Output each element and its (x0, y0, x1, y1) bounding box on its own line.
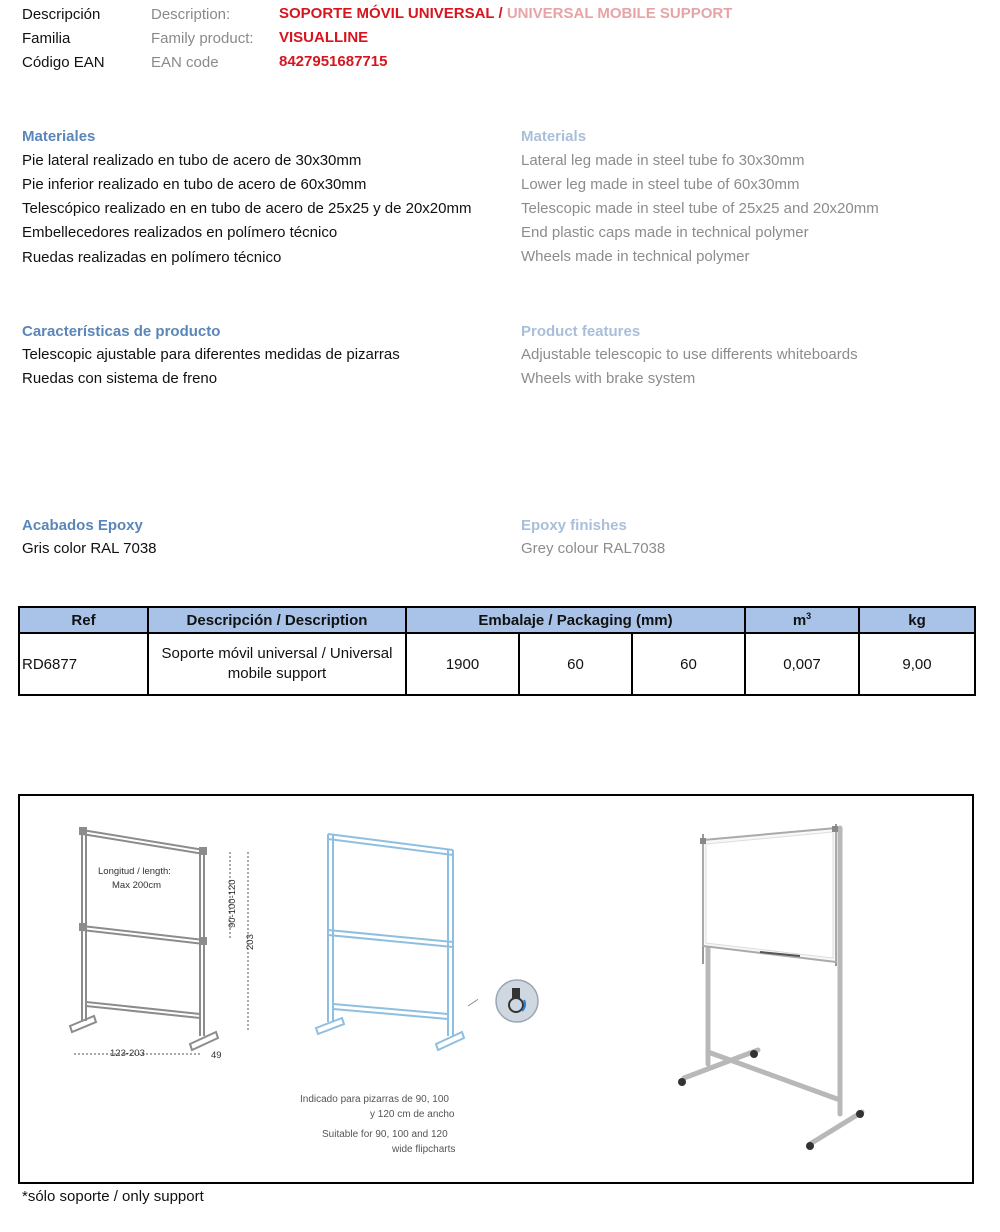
dim-height-total: 203 (245, 934, 256, 950)
materials-line-es: Pie inferior realizado en tubo de acero de 60x30mm (22, 176, 367, 193)
features-title-es: Características de producto (22, 323, 221, 340)
cell-pack-height: 60 (632, 633, 745, 695)
description-label-en: Description: (151, 6, 231, 23)
ean-label: Código EAN (22, 54, 105, 71)
description-label: Descripción (22, 6, 101, 23)
family-label: Familia (22, 30, 71, 47)
header-packaging: Embalaje / Packaging (mm) (406, 607, 745, 633)
header-description: Descripción / Description (148, 607, 406, 633)
header-kg: kg (859, 607, 975, 633)
features-line-en: Wheels with brake system (521, 370, 696, 387)
family-label-en: Family product: (151, 30, 254, 47)
cell-pack-width: 60 (519, 633, 632, 695)
header-m3 (745, 607, 859, 633)
finishes-line-en: Grey colour RAL7038 (521, 540, 666, 557)
description-value-es: SOPORTE MÓVIL UNIVERSAL / (279, 5, 503, 22)
caption-es-1: Indicado para pizarras de 90, 100 (300, 1094, 449, 1105)
table-header-row (19, 607, 975, 633)
dim-depth: 49 (211, 1050, 222, 1061)
caption-en-2: wide flipcharts (392, 1144, 456, 1155)
features-line-es: Telescopic ajustable para diferentes medidas de pizarras (22, 346, 400, 363)
header-ref: Ref (19, 607, 148, 633)
header-m3-sup: 3 (806, 611, 812, 621)
materials-line-en: Wheels made in technical polymer (521, 248, 750, 265)
header-m3-unit: m (792, 612, 807, 629)
family-value: VISUALLINE (279, 29, 369, 46)
materials-line-en: Telescopic made in steel tube of 25x25 and 20x20mm (521, 200, 879, 217)
cell-kg: 9,00 (859, 633, 975, 695)
dim-width: 123-203 (110, 1048, 145, 1059)
materials-line-es: Embellecedores realizados en polímero técnico (22, 224, 338, 241)
cell-pack-length: 1900 (406, 633, 519, 695)
cell-description: Soporte móvil universal / Universal mobile support (148, 633, 406, 695)
footnote: *sólo soporte / only support (22, 1188, 204, 1205)
finishes-line-es: Gris color RAL 7038 (22, 540, 157, 557)
product-photo (670, 814, 870, 1154)
materials-title-es: Materiales (22, 128, 96, 145)
materials-line-es: Telescópico realizado en en tubo de acero de 25x25 y de 20x20mm (22, 200, 472, 217)
finishes-title-es: Acabados Epoxy (22, 517, 143, 534)
ean-label-en: EAN code (151, 54, 219, 71)
caption-en-1: Suitable for 90, 100 and 120 (322, 1129, 448, 1140)
drawing-length-text-2: Max 200cm (112, 880, 162, 891)
ean-value: 8427951687715 (279, 53, 388, 70)
blue-frame-drawing (308, 826, 478, 1066)
spec-table (18, 606, 976, 696)
finishes-title-en: Epoxy finishes (521, 517, 627, 534)
description-value (279, 5, 732, 22)
materials-line-en: End plastic caps made in technical polymer (521, 224, 809, 241)
product-figures-box (18, 794, 974, 1184)
materials-line-en: Lateral leg made in steel tube fo 30x30mm (521, 152, 805, 169)
wheel-brake-detail-icon (494, 978, 540, 1024)
caption-es-2: y 120 cm de ancho (370, 1109, 455, 1120)
technical-drawing (60, 816, 290, 1076)
cell-m3: 0,007 (745, 633, 859, 695)
materials-line-es: Ruedas realizadas en polímero técnico (22, 249, 282, 266)
features-line-en: Adjustable telescopic to use differents whiteboards (521, 346, 858, 363)
materials-line-es: Pie lateral realizado en tubo de acero de 30x30mm (22, 152, 362, 169)
materials-line-en: Lower leg made in steel tube of 60x30mm (521, 176, 800, 193)
table-row (19, 633, 975, 695)
description-value-en: UNIVERSAL MOBILE SUPPORT (506, 5, 733, 22)
drawing-length-text-1: Longitud / length: (98, 866, 171, 877)
features-title-en: Product features (521, 323, 641, 340)
features-line-es: Ruedas con sistema de freno (22, 370, 218, 387)
dim-height-top: 90-100-120 (227, 879, 238, 928)
materials-title-en: Materials (521, 128, 587, 145)
cell-ref: RD6877 (19, 633, 148, 695)
